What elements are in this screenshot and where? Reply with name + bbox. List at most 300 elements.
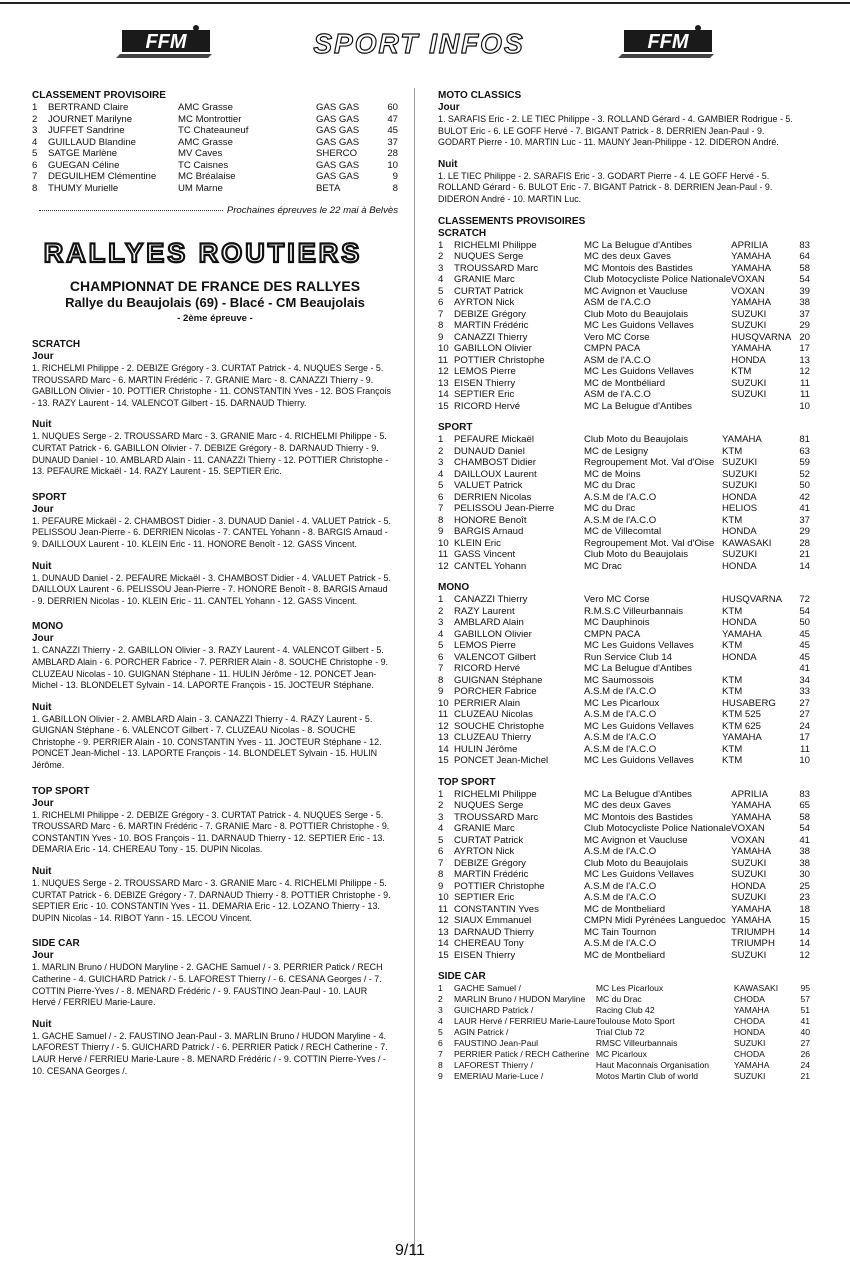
table-row [438, 297, 810, 309]
rank: 2 [438, 445, 444, 457]
moto: VOXAN [731, 823, 765, 835]
points: 50 [799, 480, 810, 492]
moto: SUZUKI [731, 892, 767, 904]
rider-name: NUQUES Serge [454, 251, 524, 263]
moto: YAMAHA [731, 343, 771, 355]
moto: SUZUKI [731, 857, 767, 869]
standings-table [438, 240, 810, 413]
rank: 6 [438, 1038, 443, 1049]
club: MC Saumossois [584, 674, 654, 686]
rider-name: SIAUX Emmanuel [454, 915, 532, 927]
points: 65 [799, 800, 810, 812]
table-row [438, 640, 810, 652]
rider-name: THUMY Murielle [48, 182, 119, 194]
club: Club Moto du Beaujolais [584, 857, 688, 869]
table-row [438, 927, 810, 939]
rank: 6 [438, 297, 444, 309]
points: 41 [800, 1016, 810, 1027]
rider-name: MARLIN Bruno / HUDON Maryline [454, 994, 586, 1005]
points: 41 [799, 834, 810, 846]
rank: 13 [438, 377, 449, 389]
table-row [438, 823, 810, 835]
moto: SUZUKI [731, 377, 767, 389]
left-column [32, 90, 398, 1091]
moto: KTM [722, 674, 743, 686]
rank: 14 [438, 743, 449, 755]
sport-infos-title: SPORT INFOS [313, 28, 525, 59]
moto: YAMAHA [733, 1060, 770, 1071]
rank: 8 [438, 869, 444, 881]
rider-name: AGIN Patrick / [454, 1027, 509, 1038]
rank: 9 [438, 686, 444, 698]
rider-name: DAILLOUX Laurent [454, 468, 537, 480]
moto: TRIUMPH [731, 938, 775, 950]
moto: YAMAHA [731, 811, 771, 823]
club: UM Marne [178, 182, 223, 194]
rider-name: AYRTON Nick [454, 297, 515, 309]
classements-title: CLASSEMENTS PROVISOIRES [438, 215, 586, 227]
club: Club Moto du Beaujolais [584, 308, 688, 320]
standings-category: SCRATCH [438, 227, 487, 239]
rank: 4 [438, 823, 444, 835]
results-text: 1. PEFAURE Mickaël - 2. CHAMBOST Didier - 3. DUNAUD Daniel - 4. VALUET Patrick - 5. PELISSOU Jean-Pierre - 6. DERRIEN Nicolas - 7. CANTEL Yohann - 8. BARGIS Arnaud - 9. DAILLOUX Laurent - 10. KLEIN Eric - 11. HONORE Benoît - 12. GASS Vincent. [32, 515, 391, 550]
rank: 13 [438, 732, 449, 744]
results-text: 1. NUQUES Serge - 2. TROUSSARD Marc - 3. GRANIE Marc - 4. RICHELMI Philippe - 5. CURTAT Patrick - 6. DEBIZE Grégory - 7. DARNAUD Thierry - 8. POTTIER Christophe - 9. SEPTIER Eric - 10. CONSTANTIN Yves - 11. DEMARIA Eric - 12. LOZANO Thierry - 13. DUPIN Nicolas - 14. RIBOT Yann - 15. LECOU Vincent. [32, 878, 391, 924]
table-row [438, 846, 810, 858]
session-label: Jour [32, 503, 54, 515]
club: Club Moto du Beaujolais [584, 549, 688, 561]
points: 10 [387, 159, 398, 171]
rider-name: MARTIN Frédéric [454, 320, 529, 332]
results-text: 1. GACHE Samuel / - 2. FAUSTINO Jean-Paul - 3. MARLIN Bruno / HUDON Maryline - 4. LAFOREST Thierry / - 5. GUICHARD Patrick / - 6. PERRIER Patick / RECH Catherine - 7. LAUR Hervé / FERRIEU Marie-Laure - 8. MENARD Frédéric / - 9. COTTIN Pierre-Yves / - 10. CESANA Georges /. [32, 1030, 388, 1077]
moto: VOXAN [731, 274, 765, 286]
rank: 3 [32, 125, 38, 136]
points: 39 [799, 285, 810, 297]
rank: 10 [438, 697, 449, 709]
club: TC Chateauneuf [178, 125, 249, 136]
points: 38 [799, 857, 810, 869]
moto: YAMAHA [731, 262, 771, 274]
results-text: 1. NUQUES Serge - 2. TROUSSARD Marc - 3. GRANIE Marc - 4. RICHELMI Philippe - 5. CURTAT Patrick - 6. GABILLON Olivier - 7. DEBIZE Grégory - 8. DARNAUD Thierry - 9. DUNAUD Daniel - 10. AMBLARD Alain - 11. CANAZZI Thierry - 12. POTTIER Christophe - 13. PEFAURE Mickaël - 14. RAZY Laurent - 15. SEPTIER Eric. [32, 431, 389, 478]
club: CMPN Midi Pyrénées Languedoc [584, 915, 726, 927]
rider-name: GRANIE Marc [454, 274, 515, 286]
rider-name: PORCHER Fabrice [454, 686, 537, 698]
club: Motos Martin Club of world [595, 1071, 699, 1082]
table-row [438, 858, 810, 870]
results-text: 1. DUNAUD Daniel - 2. PEFAURE Mickaël - 3. CHAMBOST Didier - 4. VALUET Patrick - 5. DAILLOUX Laurent - 6. PELISSOU Jean-Pierre - 7. HONORE Benoît - 8. BARGIS Arnaud - 9. DERRIEN Nicolas - 10. KLEIN Eric - 11. CANTEL Yohann - 12. GASS Vincent. [32, 572, 391, 607]
table-row [438, 274, 810, 286]
section-title: SIDE CAR [32, 938, 80, 950]
ffm-logo-left-text: FFM [145, 31, 187, 53]
club: MC La Belugue d'Antibes [584, 663, 692, 675]
points: 25 [799, 880, 810, 892]
moto: SUZUKI [722, 480, 758, 492]
club: MV Caves [178, 148, 223, 159]
moto: HONDA [722, 617, 757, 629]
club: AMC Grasse [178, 136, 233, 148]
rider-name: CLUZEAU Thierry [454, 732, 532, 744]
rank: 2 [438, 251, 444, 263]
club: Regroupement Mot. Val d'Oise [584, 537, 715, 549]
rank: 3 [438, 262, 444, 274]
club: MC Les Guidons Vellaves [584, 869, 694, 881]
section-title: SPORT [32, 491, 67, 503]
points: 27 [799, 697, 810, 709]
club: MC Avignon et Vaucluse [584, 285, 688, 297]
rider-name: GACHE Samuel / [454, 983, 521, 994]
rank: 11 [438, 354, 448, 366]
rallyes-routiers-text: RALLYES ROUTIERS [43, 238, 363, 268]
section-title: TOP SPORT [32, 785, 90, 797]
club: MC de Montbeliard [584, 949, 666, 961]
rider-name: POTTIER Christophe [454, 354, 545, 366]
rider-name: HULIN Jérôme [454, 743, 518, 755]
table-row [438, 401, 810, 413]
club: MC Montois des Bastides [584, 811, 693, 823]
points: 8 [392, 182, 398, 194]
points: 34 [799, 674, 810, 686]
points: 52 [799, 468, 810, 480]
club: Haut Maconnais Organisation [595, 1060, 710, 1071]
moto-classics-results [438, 102, 810, 206]
moto: SHERCO [316, 148, 358, 159]
table-row [32, 102, 398, 114]
club: A.S.M de l'A.C.O [584, 732, 657, 744]
standings-table [438, 789, 810, 962]
table-row [438, 332, 810, 344]
points: 12 [799, 366, 810, 378]
points: 11 [800, 743, 810, 755]
results-text: 1. MARLIN Bruno / HUDON Maryline - 2. GACHE Samuel / - 3. PERRIER Patick / RECH Catherine - 4. GUICHARD Patrick / - 5. LAFOREST Thierry / - 6. CESANA Georges / - 7. COTTIN Pierre-Yves / - 8. MENARD Frédéric / - 9. FAUSTINO Jean-Paul - 10. LAUR Hervé / FERRIEU Marie-Laure. [32, 962, 383, 1009]
moto: YAMAHA [722, 732, 762, 744]
rider-name: CURTAT Patrick [454, 285, 524, 297]
rider-name: LAFOREST Thierry / [454, 1060, 533, 1071]
club: MC La Belugue d'Antibes [584, 788, 692, 800]
moto: SUZUKI [731, 308, 767, 320]
moto: KAWASAKI [722, 537, 772, 549]
club: Run Service Club 14 [584, 651, 672, 663]
rank: 5 [32, 148, 38, 159]
rider-name: AMBLARD Alain [454, 617, 524, 629]
table-row [32, 171, 398, 183]
top-rule [0, 2, 850, 4]
page-number: 9/11 [395, 1242, 425, 1259]
points: 63 [799, 445, 810, 457]
points: 50 [799, 617, 810, 629]
rank: 1 [438, 788, 444, 800]
rider-name: NUQUES Serge [454, 800, 524, 812]
rank: 4 [438, 628, 444, 640]
table-row [438, 800, 810, 812]
table-row [32, 137, 398, 149]
points: 83 [799, 788, 810, 800]
rank: 6 [438, 491, 444, 503]
rank: 1 [438, 983, 443, 994]
points: 27 [799, 709, 810, 721]
club: MC de Montbéliard [584, 377, 666, 389]
points: 10 [799, 755, 810, 767]
moto: KTM 525 [722, 709, 761, 721]
club: MC Les Guidons Vellaves [584, 755, 694, 767]
table-row [438, 812, 810, 824]
table-row [438, 1016, 810, 1027]
moto: KTM [722, 743, 743, 755]
points: 64 [799, 251, 810, 263]
rank: 4 [438, 1016, 443, 1027]
table-row [438, 904, 810, 916]
rank: 7 [438, 663, 444, 675]
rider-name: CLUZEAU Nicolas [454, 709, 533, 721]
moto: HONDA [733, 1027, 765, 1038]
points: 83 [799, 239, 810, 251]
rank: 2 [438, 800, 444, 812]
points: 15 [799, 915, 810, 927]
epreuve-label: - 2ème épreuve - [177, 313, 253, 324]
next-events-text: Prochaines épreuves le 22 mai à Belvès [226, 205, 398, 216]
points: 30 [799, 869, 810, 881]
points: 27 [800, 1038, 810, 1049]
club: Regroupement Mot. Val d'Oise [584, 457, 715, 469]
rank: 15 [438, 949, 449, 961]
club: Club Motocycliste Police Nationale [584, 823, 732, 835]
rank: 3 [438, 617, 444, 629]
rank: 12 [438, 366, 449, 378]
session-label: Nuit [32, 1018, 52, 1030]
moto: KTM [722, 640, 743, 652]
rider-name: BARGIS Arnaud [454, 526, 524, 538]
table-row [32, 125, 398, 137]
rider-name: DUNAUD Daniel [454, 445, 525, 457]
rider-name: SATGE Marlène [48, 148, 118, 159]
rank: 7 [438, 503, 444, 515]
rider-name: PONCET Jean-Michel [454, 755, 549, 767]
moto-classics-title: MOTO CLASSICS [438, 90, 522, 101]
rank: 9 [438, 1071, 443, 1082]
moto: KTM [722, 514, 743, 526]
rank: 6 [438, 846, 444, 858]
rank: 9 [438, 880, 444, 892]
table-row [438, 732, 810, 744]
table-row [438, 492, 810, 504]
club: A.S.M de l'A.C.O [584, 743, 657, 755]
rider-name: CANTEL Yohann [454, 560, 527, 572]
results-text: 1. CANAZZI Thierry - 2. GABILLON Olivier - 3. RAZY Laurent - 4. VALENCOT Gilbert - 5. AMBLARD Alain - 6. PORCHER Fabrice - 7. PERRIER Alain - 8. SOUCHE Christophe - 9. CLUZEAU Nicolas - 10. GUIGNAN Stéphane - 11. HULIN Jérôme - 12. PONCET Jean-Michel - 13. BLONDELET Sylvain - 14. LAPORTE François - 15. JOCTEUR Stéphane. [32, 645, 389, 692]
table-row [438, 1071, 810, 1082]
table-row [438, 755, 810, 767]
table-row [438, 1049, 810, 1060]
club: MC du Drac [584, 480, 636, 492]
points: 17 [799, 343, 810, 355]
points: 37 [799, 514, 810, 526]
moto: HUSQVARNA [722, 594, 783, 606]
table-row [438, 835, 810, 847]
points: 58 [799, 811, 810, 823]
table-row [438, 915, 810, 927]
club: MC Les Picarloux [584, 697, 660, 709]
moto: CHODA [733, 1049, 765, 1060]
moto: YAMAHA [722, 628, 762, 640]
club: MC Les Picarloux [595, 983, 664, 994]
club: TC Caisnes [178, 159, 229, 171]
points: 10 [799, 400, 810, 412]
moto: GAS GAS [316, 159, 360, 171]
table-row [32, 114, 398, 126]
moto: HONDA [731, 880, 766, 892]
table-row [438, 709, 810, 721]
rank: 12 [438, 560, 449, 572]
moto: GAS GAS [316, 171, 360, 182]
club: MC Les Guidons Vellaves [584, 320, 694, 332]
points: 11 [800, 377, 810, 389]
dotted-leader [39, 210, 223, 211]
table-row [438, 983, 810, 994]
club: R.M.S.C Villeurbannais [584, 605, 684, 617]
points: 57 [800, 994, 810, 1005]
table-row [438, 950, 810, 962]
results-text: 1. LE TIEC Philippe - 2. SARAFIS Eric - 3. GODART Pierre - 4. LE GOFF Hervé - 5. ROLLAND Gérard - 6. BULOT Eric - 7. BIGANT Patrick - 8. DERRIEN Jean-Paul - 9. DIDERON André - 10. MARTIN Luc. [438, 170, 773, 205]
table-row [438, 881, 810, 893]
championnat-title: CHAMPIONNAT DE FRANCE DES RALLYES [69, 278, 361, 294]
section-title: SCRATCH [32, 339, 81, 350]
rider-name: SEPTIER Eric [454, 892, 515, 904]
moto: TRIUMPH [731, 926, 775, 938]
table-row [438, 366, 810, 378]
club: A.S.M de l'A.C.O [584, 880, 657, 892]
rider-name: TROUSSARD Marc [454, 262, 539, 274]
rider-name: RICORD Hervé [454, 400, 521, 412]
rider-name: EMERIAU Marie-Luce / [454, 1071, 544, 1082]
moto: VOXAN [731, 285, 765, 297]
club: Club Moto du Beaujolais [584, 434, 688, 446]
rider-name: JOURNET Marilyne [48, 113, 133, 125]
rider-name: DARNAUD Thierry [454, 926, 534, 938]
points: 12 [799, 949, 810, 961]
moto: HONDA [722, 526, 757, 538]
moto: KTM [731, 366, 752, 378]
moto: YAMAHA [733, 1005, 770, 1016]
rank: 10 [438, 892, 449, 904]
standings-category: MONO [438, 582, 470, 594]
standings-category: SPORT [438, 422, 473, 434]
rider-name: RICORD Hervé [454, 663, 521, 675]
points: 58 [799, 262, 810, 274]
points: 54 [799, 274, 810, 286]
table-row [438, 343, 810, 355]
rank: 2 [32, 113, 38, 125]
ffm-logo-right [618, 24, 718, 58]
rank: 8 [438, 514, 444, 526]
rank: 14 [438, 389, 449, 401]
rider-name: KLEIN Eric [454, 537, 501, 549]
results-text: 1. RICHELMI Philippe - 2. DEBIZE Grégory - 3. CURTAT Patrick - 4. NUQUES Serge - 5. TROUSSARD Marc - 6. MARTIN Frédéric - 7. GRANIE Marc - 8. POTTIER Christophe - 9. CONSTANTIN Yves - 10. BOS François - 11. DARNAUD Thierry - 12. SEPTIER Eric - 13. DEMARIA Eric - 14. CHEREAU Tony - 15. DUPIN Nicolas. [32, 809, 390, 856]
rank: 12 [438, 915, 449, 927]
points: 29 [799, 320, 810, 332]
club: ASM de l'A.C.O [584, 389, 651, 401]
club: MC Drac [584, 560, 622, 572]
rider-name: GUIGNAN Stéphane [454, 674, 543, 686]
rider-name: PELISSOU Jean-Pierre [454, 503, 555, 515]
rank: 5 [438, 640, 444, 652]
rank: 5 [438, 285, 444, 297]
rank: 10 [438, 537, 449, 549]
table-row [438, 240, 810, 252]
moto: SUZUKI [722, 457, 758, 469]
table-row [438, 378, 810, 390]
rider-name: DEBIZE Grégory [454, 857, 526, 869]
rider-name: CHEREAU Tony [454, 938, 524, 950]
table-row [438, 561, 810, 573]
club: MC Picarloux [595, 1049, 647, 1060]
moto: CHODA [733, 994, 765, 1005]
rider-name: GUICHARD Patrick / [454, 1005, 534, 1016]
right-column [438, 90, 810, 1082]
club: MC du Drac [584, 503, 636, 515]
rider-name: GUEGAN Céline [48, 159, 120, 171]
points: 37 [387, 136, 398, 148]
moto: KTM [722, 755, 743, 767]
rider-name: PEFAURE Mickaël [454, 434, 534, 446]
points: 45 [799, 640, 810, 652]
section-title: MONO [32, 621, 64, 633]
session-label: Jour [32, 797, 54, 809]
points: 54 [799, 823, 810, 835]
points: 9 [392, 171, 398, 182]
rider-name: HONORE Benoît [454, 514, 527, 526]
table-row [438, 994, 810, 1005]
moto: HUSQVARNA [731, 331, 792, 343]
session-label: Nuit [32, 560, 52, 572]
table-row [438, 594, 810, 606]
club: CMPN PACA [584, 628, 641, 640]
results-text: 1. GABILLON Olivier - 2. AMBLARD Alain - 3. CANAZZI Thierry - 4. RAZY Laurent - 5. GUIGNAN Stéphane - 6. VALENCOT Gilbert - 7. CLUZEAU Nicolas - 8. SOUCHE Christophe - 9. PERRIER Alain - 10. CONSTANTIN Yves - 11. JOCTEUR Stéphane - 12. PONCET Jean-Michel - 13. LAPORTE François - 14. BLONDELET Sylvain - 15. HULIN Jérôme. [32, 713, 382, 772]
points: 28 [799, 537, 810, 549]
rank: 15 [438, 400, 449, 412]
moto: BETA [316, 182, 341, 194]
session-label: Jour [32, 950, 54, 962]
club: A.S.M de l'A.C.O [584, 938, 657, 950]
table-row [438, 652, 810, 664]
points: 45 [799, 628, 810, 640]
rider-name: BERTRAND Claire [48, 102, 129, 113]
table-row [438, 789, 810, 801]
table-row [438, 503, 810, 515]
moto: GAS GAS [316, 125, 360, 136]
standings-table [438, 594, 810, 767]
moto: APRILIA [731, 788, 768, 800]
points: 13 [799, 354, 810, 366]
moto: HONDA [722, 491, 757, 503]
rank: 8 [32, 182, 38, 194]
moto: YAMAHA [731, 251, 771, 263]
rank: 11 [438, 709, 448, 721]
points: 33 [799, 686, 810, 698]
session-label: Nuit [32, 701, 52, 713]
points: 28 [387, 148, 398, 159]
results-sections [32, 339, 398, 1091]
rider-name: LEMOS Pierre [454, 366, 516, 378]
table-row [438, 446, 810, 458]
club: A.S.M de l'A.C.O [584, 514, 657, 526]
club: MC La Belugue d'Antibes [584, 239, 692, 251]
session-label: Nuit [32, 866, 52, 878]
points: 24 [800, 1060, 810, 1071]
table-row [438, 286, 810, 298]
table-row [438, 309, 810, 321]
rider-name: CONSTANTIN Yves [454, 903, 539, 915]
table-row [438, 675, 810, 687]
next-events-line [32, 204, 398, 216]
table-row [438, 663, 810, 675]
